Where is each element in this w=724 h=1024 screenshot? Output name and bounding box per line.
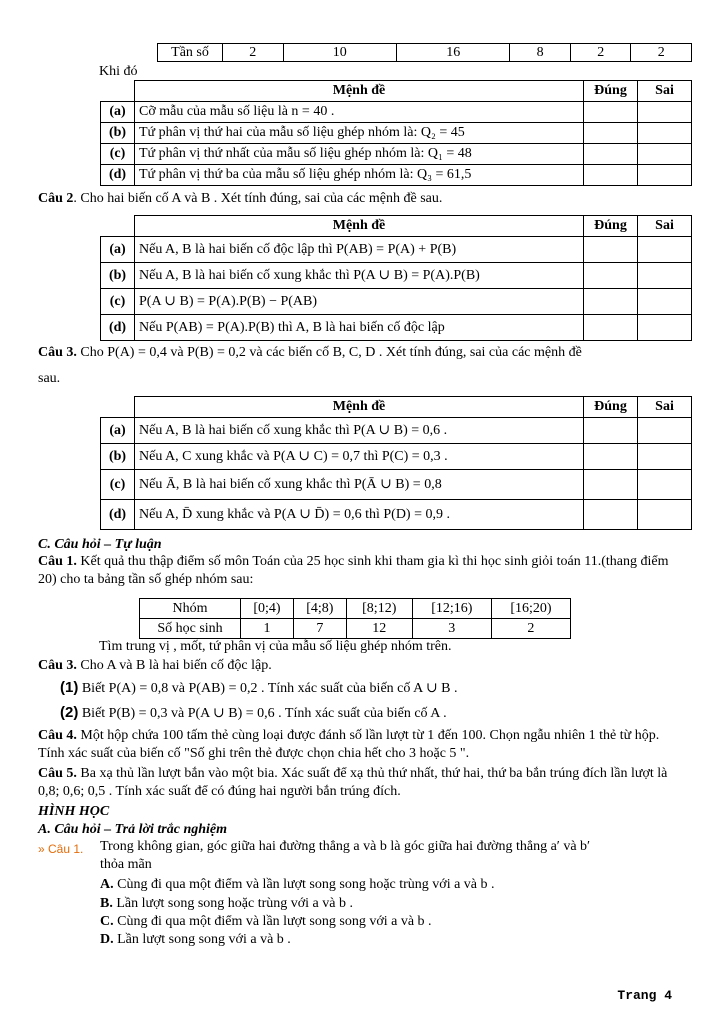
mc-option-d[interactable]: [100, 931, 291, 949]
essay-question-3-part-2: [60, 704, 447, 722]
mc-question-1-text: Trong không gian, góc giữa hai đường thẳng a và b là góc giữa hai đường thẳng a′ và b′: [100, 839, 591, 854]
mc-question-1-label: » Câu 1.: [38, 842, 84, 856]
answer-true-cell[interactable]: [584, 102, 638, 123]
row-label: (d): [101, 315, 135, 341]
blank-header-cell: [101, 216, 135, 237]
question-2-text: [38, 190, 688, 208]
table-row: [101, 470, 692, 500]
question-prefix: Câu 2: [38, 191, 74, 206]
row-label: (a): [101, 237, 135, 263]
answer-false-cell[interactable]: [638, 315, 692, 341]
question-3-text: [38, 344, 688, 362]
table-row: [140, 599, 571, 619]
table-row: [101, 102, 692, 123]
mc-option-c[interactable]: [100, 913, 432, 931]
option-text: Lần lượt song song hoặc trùng với a và b .: [112, 896, 353, 911]
frequency-value: 2: [223, 44, 284, 62]
answer-false-cell[interactable]: [638, 500, 692, 530]
row-label: (d): [101, 165, 135, 186]
answer-true-cell[interactable]: [584, 418, 638, 444]
answer-true-cell[interactable]: [584, 444, 638, 470]
frequency-value: 2: [631, 44, 692, 62]
row-label: (b): [101, 123, 135, 144]
table-row: [101, 418, 692, 444]
answer-true-cell[interactable]: [584, 470, 638, 500]
group-interval: [4;8): [293, 599, 346, 619]
header-dung: Đúng: [584, 397, 638, 418]
option-key: D.: [100, 932, 114, 947]
khi-do-text: Khi đó: [99, 64, 138, 79]
answer-false-cell[interactable]: [638, 444, 692, 470]
group-interval: [8;12): [346, 599, 412, 619]
answer-false-cell[interactable]: [638, 123, 692, 144]
table-row: [101, 144, 692, 165]
answer-true-cell[interactable]: [584, 123, 638, 144]
statement-text: Nếu Ā, B là hai biến cố xung khắc thì P(Ā ∪ B) = 0,8: [135, 470, 584, 500]
header-sai: Sai: [638, 216, 692, 237]
answer-false-cell[interactable]: [638, 237, 692, 263]
table-row: [101, 123, 692, 144]
row-label: (c): [101, 289, 135, 315]
group-count: 12: [346, 619, 412, 639]
group-count: 1: [241, 619, 294, 639]
group-count: 7: [293, 619, 346, 639]
group-interval: [16;20): [491, 599, 570, 619]
table-row: [101, 289, 692, 315]
hinh-hoc-heading: HÌNH HỌC: [38, 804, 110, 819]
table-row: [101, 165, 692, 186]
header-sai: Sai: [638, 81, 692, 102]
option-key: A.: [100, 877, 114, 892]
option-key: C.: [100, 914, 114, 929]
group-count: 2: [491, 619, 570, 639]
answer-true-cell[interactable]: [584, 500, 638, 530]
question-body: Cho A và B là hai biến cố độc lập.: [76, 658, 272, 673]
question-body: . Cho hai biến cố A và B . Xét tính đúng, sai của các mệnh đề sau.: [73, 191, 443, 206]
frequency-value: 8: [510, 44, 571, 62]
question-body: Cho P(A) = 0,4 và P(B) = 0,2 và các biến cố B, C, D . Xét tính đúng, sai của các mệnh đề: [76, 345, 582, 360]
row-label: (c): [101, 470, 135, 500]
answer-true-cell[interactable]: [584, 237, 638, 263]
statements-table-3: [100, 396, 692, 530]
top-frequency-table: [157, 43, 692, 62]
question-prefix: Câu 5.: [38, 766, 77, 781]
question-body: Ba xạ thủ lần lượt bắn vào một bia. Xác suất để xạ thủ thứ nhất, thứ hai, thứ ba bắn trúng đích lần lượt là 0,8; 0,6; 0,5 . Tính xác suất để có đúng hai người bắn trúng đích.: [38, 766, 668, 799]
statement-text: Cỡ mẫu của mẫu số liệu là n = 40 .: [135, 102, 584, 123]
statement-text: Tứ phân vị thứ nhất của mẫu số liệu ghép nhóm là: Q₁ = 48: [135, 144, 584, 165]
statement-text: Tứ phân vị thứ hai của mẫu số liệu ghép nhóm là: Q₂ = 45: [135, 123, 584, 144]
answer-false-cell[interactable]: [638, 144, 692, 165]
essay-question-5: [38, 765, 678, 801]
question-prefix: Câu 3.: [38, 345, 77, 360]
row-label: (a): [101, 102, 135, 123]
header-menh-de: Mệnh đề: [135, 81, 584, 102]
statement-text: Nếu A, B là hai biến cố xung khắc thì P(A ∪ B) = 0,6 .: [135, 418, 584, 444]
statement-text: Nếu P(AB) = P(A).P(B) thì A, B là hai biến cố độc lập: [135, 315, 584, 341]
header-menh-de: Mệnh đề: [135, 397, 584, 418]
statements-table-1: [100, 80, 692, 186]
part-number: (2): [60, 704, 79, 721]
row-label: (c): [101, 144, 135, 165]
header-sai: Sai: [638, 397, 692, 418]
answer-false-cell[interactable]: [638, 470, 692, 500]
row-label: (b): [101, 263, 135, 289]
table-row: [140, 619, 571, 639]
answer-true-cell[interactable]: [584, 144, 638, 165]
section-a-heading: A. Câu hỏi – Trả lời trắc nghiệm: [38, 822, 228, 837]
question-prefix: Câu 4.: [38, 728, 77, 743]
answer-false-cell[interactable]: [638, 165, 692, 186]
answer-false-cell[interactable]: [638, 418, 692, 444]
row-label: (a): [101, 418, 135, 444]
answer-true-cell[interactable]: [584, 263, 638, 289]
grouped-frequency-table: [139, 598, 571, 639]
section-c-heading: C. Câu hỏi – Tự luận: [38, 537, 162, 552]
page-number: Trang 4: [617, 988, 672, 1003]
header-menh-de: Mệnh đề: [135, 216, 584, 237]
essay-question-4: [38, 727, 678, 763]
frequency-value: 10: [283, 44, 396, 62]
question-prefix: Câu 1.: [38, 554, 77, 569]
table-row: [101, 263, 692, 289]
frequency-value: 16: [396, 44, 509, 62]
part-number: (1): [60, 679, 79, 696]
answer-false-cell[interactable]: [638, 263, 692, 289]
answer-true-cell[interactable]: [584, 315, 638, 341]
answer-true-cell[interactable]: [584, 165, 638, 186]
group-interval: [0;4): [241, 599, 294, 619]
frequency-label: Tần số: [158, 44, 223, 62]
statement-text: Nếu A, B là hai biến cố độc lập thì P(AB) = P(A) + P(B): [135, 237, 584, 263]
table-row: [101, 315, 692, 341]
mc-question-1-continuation: thỏa mãn: [100, 857, 152, 872]
option-text: Lần lượt song song với a và b .: [113, 932, 291, 947]
table-header-row: [101, 81, 692, 102]
question-body: Kết quả thu thập điểm số môn Toán của 25 học sinh khi tham gia kì thi học sinh giỏi toán 11.(thang điểm 20) cho ta bảng tần số ghép nhóm sau:: [38, 554, 669, 587]
group-header-label: Nhóm: [140, 599, 241, 619]
statement-text: Tứ phân vị thứ ba của mẫu số liệu ghép nhóm là: Q₃ = 61,5: [135, 165, 584, 186]
mc-option-a[interactable]: [100, 876, 495, 894]
blank-header-cell: [101, 397, 135, 418]
part-text: Biết P(A) = 0,8 và P(AB) = 0,2 . Tính xác suất của biến cố A ∪ B .: [78, 681, 458, 696]
table-header-row: [101, 216, 692, 237]
essay-question-3-part-1: [60, 679, 458, 697]
statement-text: Nếu A, B là hai biến cố xung khắc thì P(A ∪ B) = P(A).P(B): [135, 263, 584, 289]
part-text: Biết P(B) = 0,3 và P(A ∪ B) = 0,6 . Tính xác suất của biến cố A .: [78, 706, 447, 721]
option-key: B.: [100, 896, 113, 911]
group-interval: [12;16): [412, 599, 491, 619]
statement-text: P(A ∪ B) = P(A).P(B) − P(AB): [135, 289, 584, 315]
answer-true-cell[interactable]: [584, 289, 638, 315]
answer-false-cell[interactable]: [638, 102, 692, 123]
count-label: Số học sinh: [140, 619, 241, 639]
mc-option-b[interactable]: [100, 895, 353, 913]
header-dung: Đúng: [584, 216, 638, 237]
essay-question-1: [38, 553, 678, 589]
statement-text: Nếu A, C xung khắc và P(A ∪ C) = 0,7 thì P(C) = 0,3 .: [135, 444, 584, 470]
table-row: [101, 500, 692, 530]
question-3-continuation: sau.: [38, 371, 61, 386]
answer-false-cell[interactable]: [638, 289, 692, 315]
question-body: Một hộp chứa 100 tấm thẻ cùng loại được đánh số lần lượt từ 1 đến 100. Chọn ngẫu nhiên 1 thẻ từ hộp. Tính xác suất của biến cố "Số ghi trên thẻ được chọn chia hết cho 3 hoặc 5 ".: [38, 728, 660, 761]
table-row: [158, 44, 692, 62]
statements-table-2: [100, 215, 692, 341]
frequency-value: 2: [570, 44, 631, 62]
essay-question-3: [38, 657, 688, 675]
table-row: [101, 237, 692, 263]
table-header-row: [101, 397, 692, 418]
essay-question-1-task: Tìm trung vị , mốt, tứ phân vị của mẫu số liệu ghép nhóm trên.: [99, 639, 452, 654]
group-count: 3: [412, 619, 491, 639]
row-label: (d): [101, 500, 135, 530]
question-prefix: Câu 3.: [38, 658, 77, 673]
row-label: (b): [101, 444, 135, 470]
header-dung: Đúng: [584, 81, 638, 102]
option-text: Cùng đi qua một điểm và lần lượt song song hoặc trùng với a và b .: [113, 877, 495, 892]
blank-header-cell: [101, 81, 135, 102]
statement-text: Nếu A, D̄ xung khắc và P(A ∪ D̄) = 0,6 thì P(D) = 0,9 .: [135, 500, 584, 530]
table-row: [101, 444, 692, 470]
option-text: Cùng đi qua một điểm và lần lượt song song với a và b .: [113, 914, 432, 929]
